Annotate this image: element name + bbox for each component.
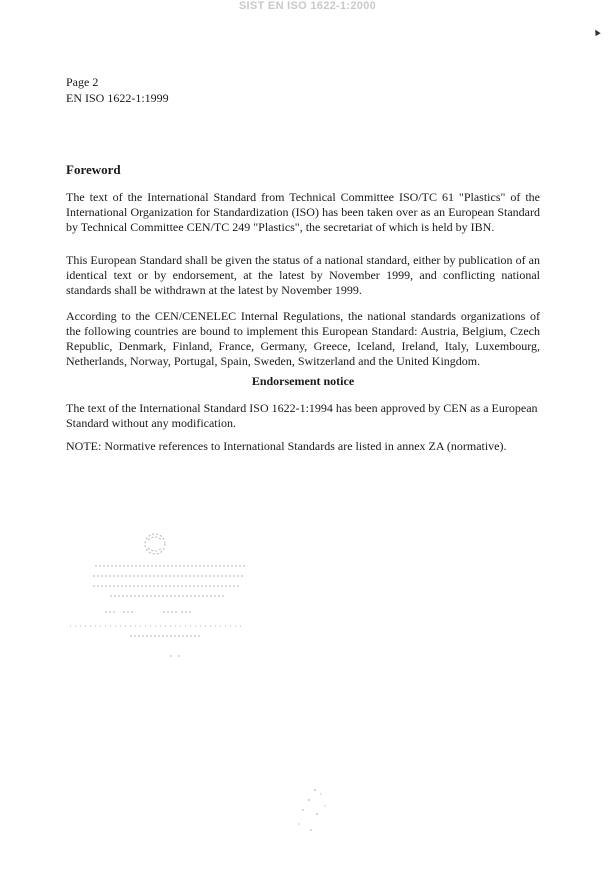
endorsement-text: The text of the International Standard ISO 1622-1:1994 has been approved by CEN as a European Standard without any modification.: [66, 401, 538, 430]
foreword-paragraph-3: According to the CEN/CENELEC Internal Regulations, the national standards organizations of the following countries are bound to implement this European Standard: Austria, Belgium, Czech Republic, Denmark, Finland, France, Germany, Greece, Iceland, Ireland, Italy, Luxembourg, Netherlands, Norway, Portugal, Spain, Sweden, Switzerland and the United Kingdom.: [66, 309, 540, 368]
endorsement-heading: Endorsement notice: [251, 374, 355, 388]
faded-stamp-icon: [60, 530, 260, 670]
foreword-paragraph-2: This European Standard shall be given the status of a national standard, either by publication of an identical text or by endorsement, at the latest by November 1999, and conflicting national standards shall be withdrawn at the latest by November 1999.: [66, 253, 540, 297]
foreword-heading: Foreword: [66, 162, 121, 177]
page-number: Page 2: [66, 75, 99, 89]
header-watermark: SIST EN ISO 1622-1:2000: [238, 0, 377, 12]
document-reference: EN ISO 1622-1:1999: [66, 91, 169, 105]
page-info: [66, 74, 169, 106]
normative-note: NOTE: Normative references to International Standards are listed in annex ZA (normative).: [66, 439, 507, 453]
corner-arrow-icon: ▲: [589, 25, 604, 40]
foreword-paragraph-1: The text of the International Standard from Technical Committee ISO/TC 61 "Plastics" of the International Organization for Standardization (ISO) has been taken over as an European Standard by Technical Committee CEN/TC 249 "Plastics", the secretariat of which is held by IBN.: [66, 190, 540, 234]
scan-specks-icon: [285, 780, 345, 840]
